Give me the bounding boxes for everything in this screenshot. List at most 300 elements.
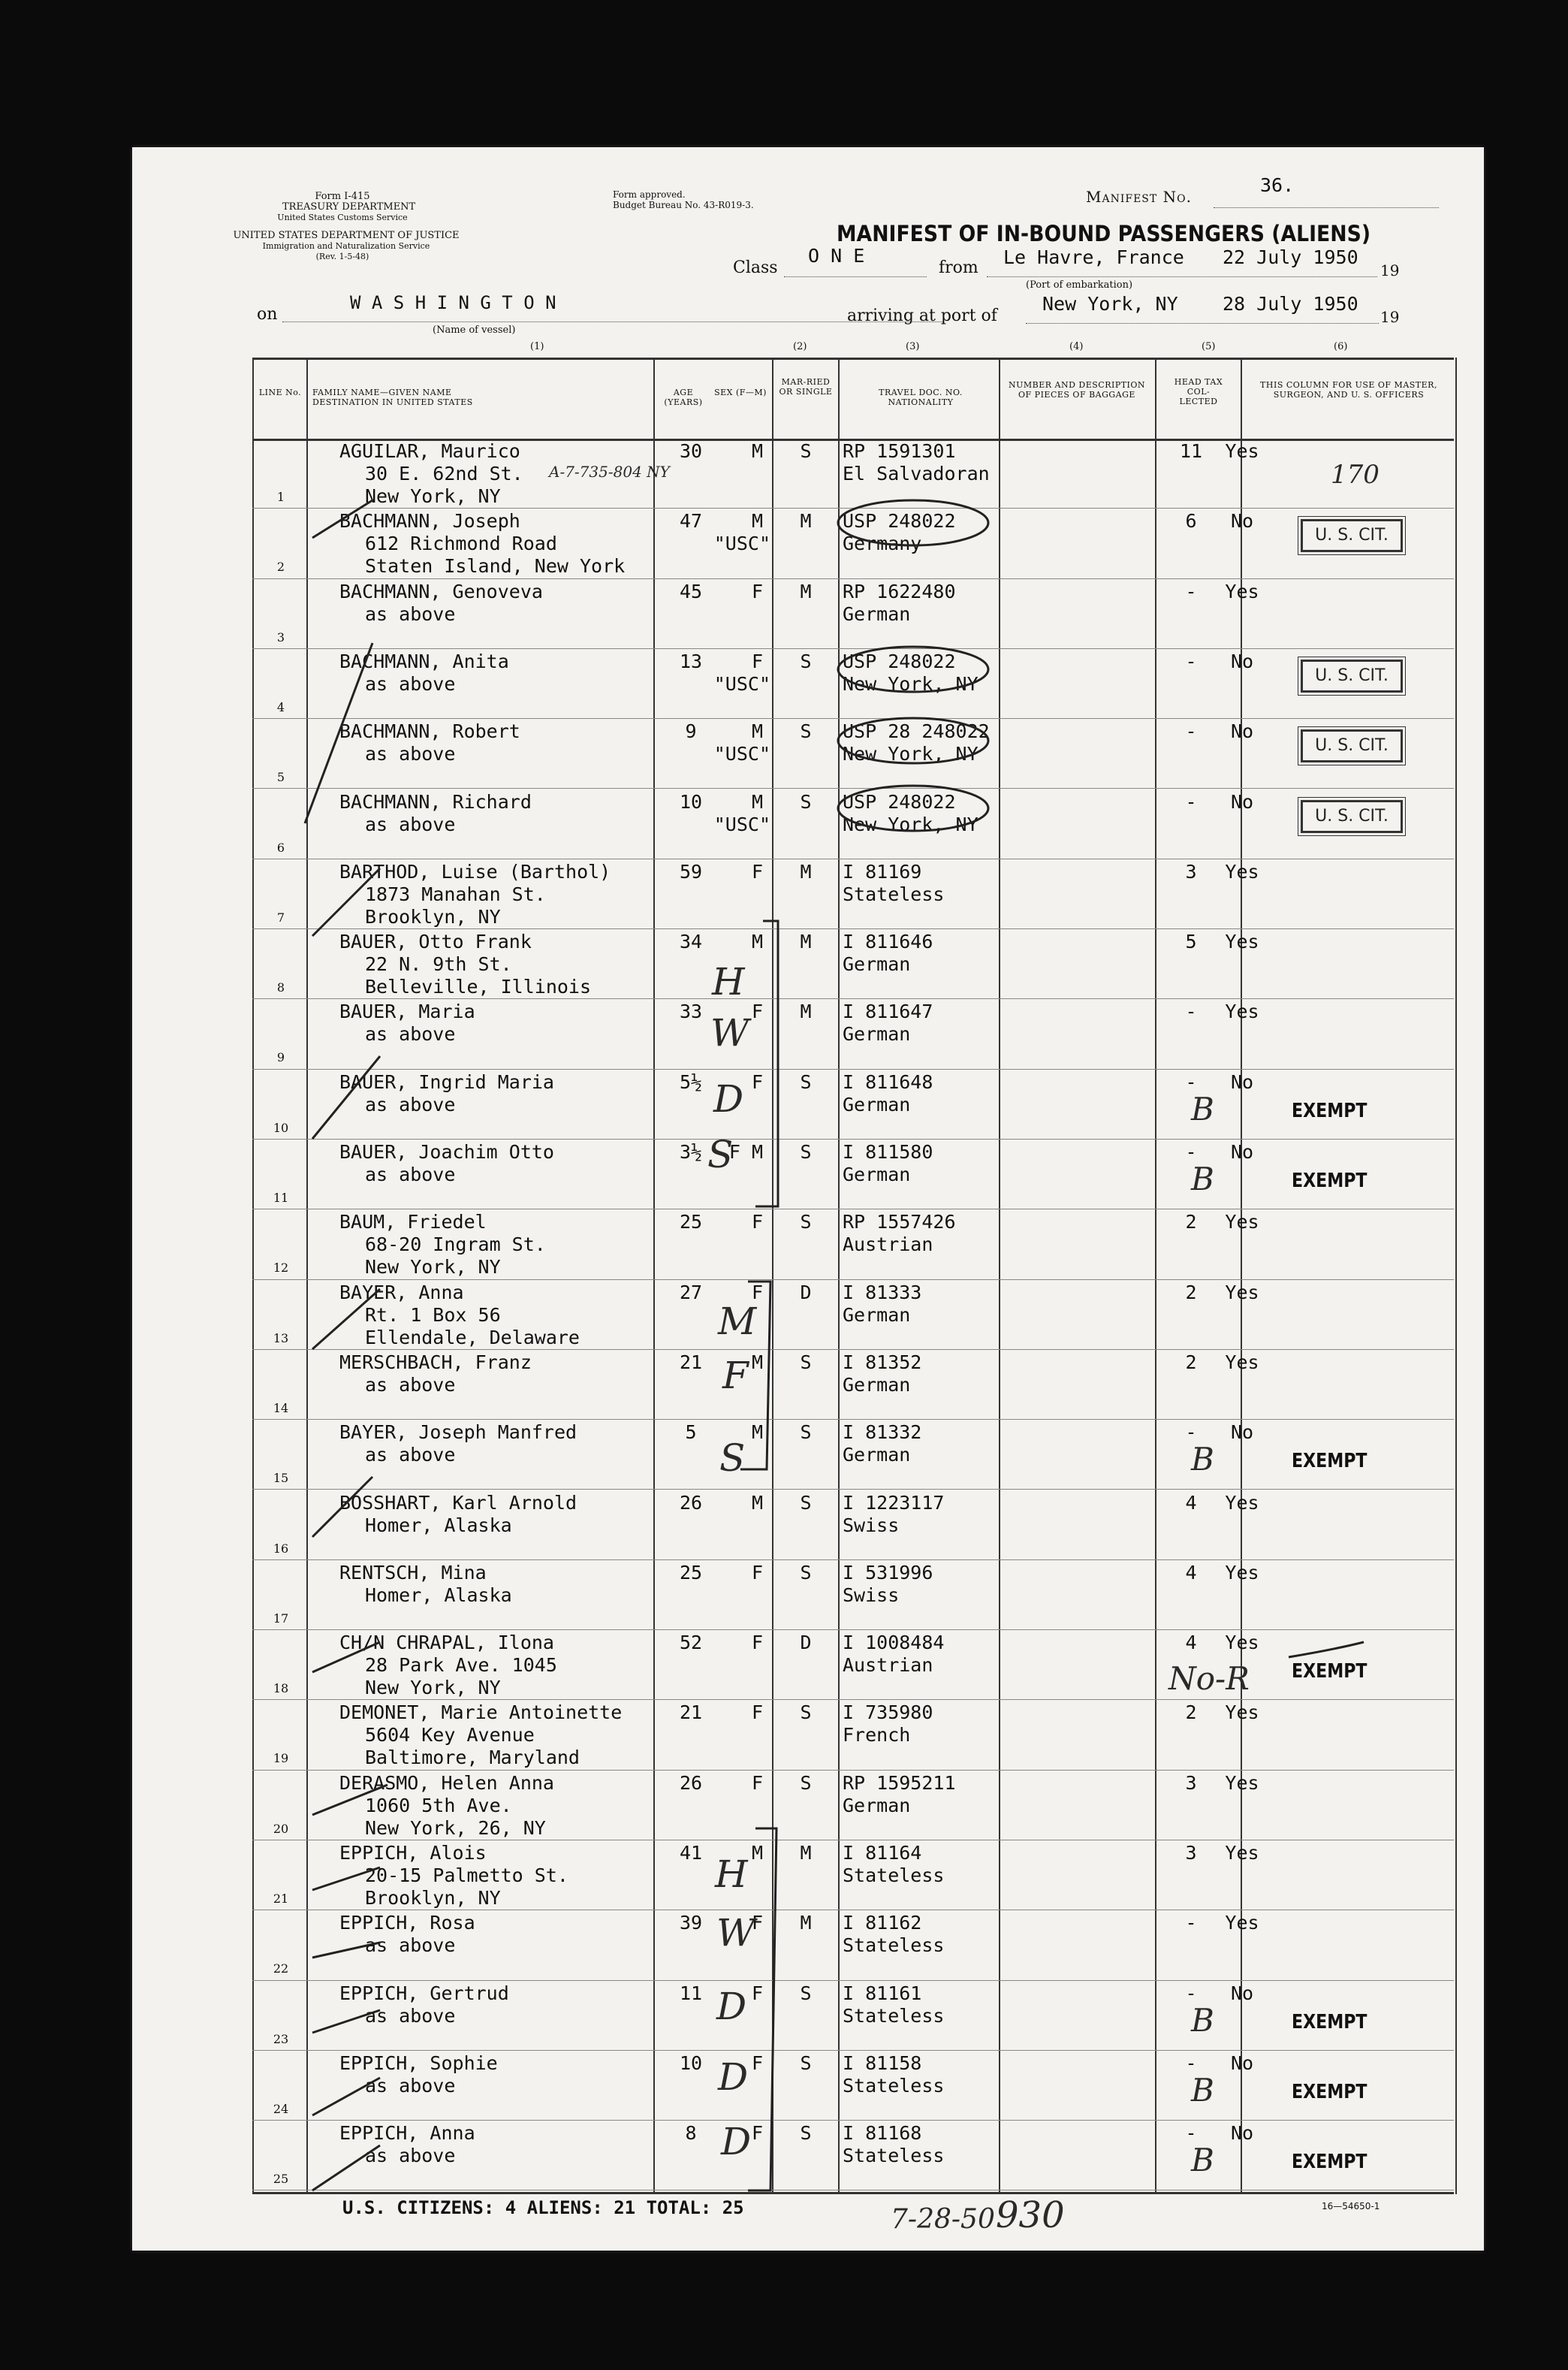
nationality: German <box>843 602 911 625</box>
address-line-2: Ellendale, Delaware <box>365 1326 580 1348</box>
col-number: (6) <box>1334 341 1348 352</box>
line-number: 12 <box>273 1260 289 1276</box>
travel-doc: I 81169 <box>843 860 922 883</box>
passenger-name: BAUER, Otto Frank <box>339 931 532 953</box>
line-number: 20 <box>273 1821 289 1836</box>
age: 11 <box>679 1982 703 2004</box>
sex: M <box>751 790 763 813</box>
line-number: 3 <box>276 629 285 645</box>
head-tax: Yes <box>1225 1001 1259 1023</box>
address-line-1: as above <box>365 602 456 625</box>
header-line: LINE No. <box>258 388 302 397</box>
year-suffix: 19 <box>1380 261 1400 279</box>
age: 39 <box>679 1912 703 1934</box>
travel-doc: I 81168 <box>843 2122 922 2145</box>
passenger-name: BAYER, Anna <box>339 1281 464 1303</box>
sex: F <box>751 1701 763 1724</box>
passenger-name: BACHMANN, Joseph <box>339 510 520 533</box>
travel-doc: I 1223117 <box>843 1491 945 1514</box>
travel-doc: I 811647 <box>843 1001 933 1023</box>
age: 3½ <box>679 1141 703 1163</box>
passenger-name: BARTHOD, Luise (Barthol) <box>339 860 611 883</box>
passenger-name: BOSSHART, Karl Arnold <box>339 1491 577 1514</box>
marital-status: S <box>800 2122 812 2145</box>
head-tax: Yes <box>1225 1281 1259 1303</box>
address-line-1: 28 Park Ave. 1045 <box>365 1654 557 1677</box>
sex: M <box>751 1842 763 1864</box>
baggage-count: 3 <box>1185 1842 1197 1864</box>
circled-doc <box>838 647 988 692</box>
sex: M <box>751 931 763 953</box>
address-line-1: as above <box>365 2145 456 2167</box>
officer-remark: B <box>1191 2071 1214 2109</box>
age: 8 <box>685 2122 697 2145</box>
age: 25 <box>679 1211 703 1233</box>
marital-status: M <box>800 510 812 533</box>
address-line-2: Staten Island, New York <box>365 555 626 578</box>
line-number: 16 <box>273 1541 289 1556</box>
class-value: O N E <box>808 245 865 267</box>
marital-status: D <box>800 1632 812 1654</box>
line-number: 18 <box>273 1681 289 1696</box>
family-relation-mark: D <box>721 2120 752 2163</box>
baggage-count: 3 <box>1185 860 1197 883</box>
header-head-tax: HEAD TAX COL-LECTED <box>1174 377 1223 406</box>
nationality: Austrian <box>843 1233 933 1256</box>
nationality: Germany <box>843 533 922 555</box>
travel-doc: I 81164 <box>843 1842 922 1864</box>
header-age: AGE (YEARS) <box>664 388 703 407</box>
header-travel-doc: TRAVEL DOC. NO. NATIONALITY <box>879 388 963 407</box>
age: 34 <box>679 931 703 953</box>
line-number: 14 <box>273 1400 289 1415</box>
nationality: Stateless <box>843 1864 945 1886</box>
nationality: Stateless <box>843 2145 945 2167</box>
baggage-count: - <box>1185 650 1197 672</box>
marital-status: S <box>800 650 812 672</box>
circled-doc <box>838 718 988 763</box>
nationality: Austrian <box>843 1654 933 1677</box>
sex: F <box>751 580 763 602</box>
address-line-1: as above <box>365 672 456 695</box>
age: 30 <box>679 440 703 462</box>
baggage-count: 2 <box>1185 1701 1197 1724</box>
family-relation-mark: S <box>719 1436 746 1480</box>
head-tax: No <box>1230 2122 1254 2145</box>
travel-doc: RP 1591301 <box>843 440 956 462</box>
nationality: Stateless <box>843 2004 945 2027</box>
nationality: German <box>843 1023 911 1046</box>
travel-doc: I 81162 <box>843 1912 922 1934</box>
family-relation-mark: D <box>713 1077 744 1121</box>
sex: M <box>751 440 763 462</box>
citizen-mark: "USC" <box>713 672 770 695</box>
exempt-stamp: EXEMPT <box>1292 1099 1367 1122</box>
travel-doc: I 735980 <box>843 1701 933 1724</box>
address-line-2: Baltimore, Maryland <box>365 1747 580 1769</box>
family-relation-mark: M <box>718 1300 757 1343</box>
marital-status: S <box>800 1351 812 1373</box>
head-tax: Yes <box>1225 860 1259 883</box>
passenger-name: BAYER, Joseph Manfred <box>339 1421 577 1444</box>
travel-doc: I 531996 <box>843 1561 933 1584</box>
handwritten-date: 7-28-50 <box>891 2204 995 2235</box>
exempt-stamp: EXEMPT <box>1292 2080 1367 2103</box>
age: 5½ <box>679 1070 703 1093</box>
baggage-count: 4 <box>1185 1491 1197 1514</box>
family-relation-mark: D <box>718 2055 749 2099</box>
travel-doc: USP 28 248022 <box>843 720 990 743</box>
passenger-name: DEMONET, Marie Antoinette <box>339 1701 623 1724</box>
age: 59 <box>679 860 703 883</box>
marital-status: S <box>800 440 812 462</box>
exempt-stamp: EXEMPT <box>1292 1660 1367 1683</box>
line-number: 11 <box>273 1191 289 1205</box>
address-line-2: New York, NY <box>365 1677 501 1699</box>
circled-doc <box>838 500 988 545</box>
head-tax: No <box>1230 1141 1254 1163</box>
baggage-count: - <box>1185 1141 1197 1163</box>
baggage-count: 5 <box>1185 931 1197 953</box>
address-line-1: as above <box>365 1444 456 1466</box>
marital-status: M <box>800 860 812 883</box>
sex: M <box>751 510 763 533</box>
on-label: on <box>257 305 278 324</box>
address-line-1: as above <box>365 1164 456 1185</box>
baggage-count: - <box>1185 580 1197 602</box>
baggage-count: - <box>1185 2051 1197 2074</box>
address-line-1: as above <box>365 743 456 765</box>
nationality: German <box>843 1794 911 1816</box>
baggage-count: - <box>1185 1070 1197 1093</box>
line-number: 17 <box>273 1611 289 1626</box>
nationality: Swiss <box>843 1584 900 1606</box>
line-number: 13 <box>273 1330 289 1345</box>
budget-bureau: Budget Bureau No. 43-R019-3. <box>613 200 754 210</box>
line-number: 7 <box>276 910 285 925</box>
address-line-1: as above <box>365 1023 456 1046</box>
dept-ins: Immigration and Naturalization Service <box>262 241 430 251</box>
address-line-1: 5604 Key Avenue <box>365 1724 535 1747</box>
address-line-1: 1060 5th Ave. <box>365 1794 512 1816</box>
passenger-name: EPPICH, Gertrud <box>339 1982 509 2004</box>
line-number: 9 <box>276 1050 285 1065</box>
address-line-2: New York, NY <box>365 1256 501 1279</box>
age: 52 <box>679 1632 703 1654</box>
marital-status: S <box>800 1561 812 1584</box>
head-tax: No <box>1230 510 1254 533</box>
passenger-name: BACHMANN, Genoveva <box>339 580 543 602</box>
marital-status: S <box>800 1491 812 1514</box>
baggage-count: 4 <box>1185 1561 1197 1584</box>
marital-status: S <box>800 1982 812 2004</box>
line-number: 2 <box>276 560 285 575</box>
baggage-count: - <box>1185 1421 1197 1444</box>
head-tax: No <box>1230 2051 1254 2074</box>
marital-status: S <box>800 1771 812 1794</box>
header-sex: SEX (F—M) <box>714 388 767 397</box>
officer-remark: B <box>1191 1441 1214 1478</box>
us-citizen-stamp: U. S. CIT. <box>1301 729 1403 762</box>
travel-doc: I 81332 <box>843 1421 922 1444</box>
baggage-count: 2 <box>1185 1281 1197 1303</box>
nationality: German <box>843 953 911 976</box>
baggage-count: 3 <box>1185 1771 1197 1794</box>
family-relation-mark: D <box>716 1985 747 2028</box>
travel-doc: I 1008484 <box>843 1632 945 1654</box>
nationality: New York, NY <box>843 672 978 695</box>
header-name: FAMILY NAME—GIVEN NAME DESTINATION IN UNITED STATES <box>312 388 473 407</box>
line-number: 1 <box>276 490 285 504</box>
age: 10 <box>679 2051 703 2074</box>
marital-status: S <box>800 720 812 743</box>
port-embark-caption: (Port of embarkation) <box>1026 279 1133 291</box>
baggage-count: - <box>1185 2122 1197 2145</box>
exempt-stamp: EXEMPT <box>1292 2151 1367 2174</box>
travel-doc: USP 248022 <box>843 790 956 813</box>
passenger-name: BACHMANN, Richard <box>339 790 532 813</box>
age: 41 <box>679 1842 703 1864</box>
citizen-mark: "USC" <box>713 813 770 835</box>
age: 9 <box>685 720 697 743</box>
age: 21 <box>679 1701 703 1724</box>
baggage-count: - <box>1185 1982 1197 2004</box>
address-line-1: Homer, Alaska <box>365 1514 512 1536</box>
address-line-1: Homer, Alaska <box>365 1584 512 1606</box>
nationality: German <box>843 1373 911 1396</box>
baggage-count: 11 <box>1179 440 1203 462</box>
col-number: (3) <box>906 341 920 352</box>
travel-doc: USP 248022 <box>843 650 956 672</box>
travel-doc: RP 1557426 <box>843 1211 956 1233</box>
sex: M <box>751 720 763 743</box>
family-relation-mark: H <box>712 960 745 1004</box>
nationality: El Salvadoran <box>843 463 990 485</box>
head-tax: Yes <box>1225 1701 1259 1724</box>
header-baggage: NUMBER AND DESCRIPTION OF PIECES OF BAGGAGE <box>1008 380 1146 400</box>
marital-status: S <box>800 1141 812 1163</box>
head-tax: Yes <box>1225 931 1259 953</box>
head-tax: No <box>1230 650 1254 672</box>
totals-line: U.S. CITIZENS: 4 ALIENS: 21 TOTAL: 25 <box>342 2197 744 2218</box>
manifest-title: MANIFEST OF IN-BOUND PASSENGERS (ALIENS) <box>837 221 1371 246</box>
baggage-count: 6 <box>1185 510 1197 533</box>
age: 33 <box>679 1001 703 1023</box>
exempt-stamp: EXEMPT <box>1292 2010 1367 2033</box>
travel-doc: I 811580 <box>843 1141 933 1163</box>
passenger-name: BAUM, Friedel <box>339 1211 487 1233</box>
embarkation-date: 22 July 1950 <box>1223 246 1358 268</box>
head-tax: Yes <box>1225 440 1259 462</box>
address-line-1: 20-15 Palmetto St. <box>365 1864 568 1886</box>
travel-doc: RP 1595211 <box>843 1771 956 1794</box>
line-number: 24 <box>273 2101 289 2116</box>
travel-doc: I 811648 <box>843 1070 933 1093</box>
marital-status: M <box>800 1842 812 1864</box>
family-relation-mark: W <box>716 1911 755 1955</box>
passenger-name: CH/N CHRAPAL, Ilona <box>339 1632 554 1654</box>
header-married: MAR-RIED OR SINGLE <box>779 377 833 397</box>
col-number: (1) <box>530 341 544 352</box>
handwritten-note: A-7-735-804 NY <box>549 463 670 481</box>
sex: F <box>751 2122 763 2145</box>
col-number: (2) <box>793 341 807 352</box>
nationality: Stateless <box>843 1934 945 1957</box>
year-suffix-2: 19 <box>1380 308 1400 326</box>
line-number: 21 <box>273 1891 289 1906</box>
address-line-2: Brooklyn, NY <box>365 905 501 928</box>
head-tax: Yes <box>1225 1632 1259 1654</box>
passenger-name: BAUER, Joachim Otto <box>339 1141 554 1163</box>
nationality: New York, NY <box>843 743 978 765</box>
line-number: 19 <box>273 1751 289 1766</box>
passenger-name: EPPICH, Sophie <box>339 2051 498 2074</box>
head-tax: Yes <box>1225 1211 1259 1233</box>
bracket-mark <box>748 1828 776 2190</box>
marital-status: S <box>800 1211 812 1233</box>
address-line-1: as above <box>365 1093 456 1116</box>
arrival-port: New York, NY <box>1042 293 1178 315</box>
head-tax: Yes <box>1225 1491 1259 1514</box>
travel-doc: I 81333 <box>843 1281 922 1303</box>
line-number: 23 <box>273 2031 289 2046</box>
bracket-mark <box>740 1282 770 1469</box>
officer-remark: No-R <box>1168 1660 1250 1698</box>
address-line-1: 1873 Manahan St. <box>365 883 546 905</box>
dept-customs: United States Customs Service <box>277 213 408 222</box>
baggage-count: 2 <box>1185 1211 1197 1233</box>
head-tax: Yes <box>1225 1912 1259 1934</box>
address-line-2: New York, 26, NY <box>365 1816 546 1839</box>
officer-remark: 170 <box>1331 460 1380 490</box>
travel-doc: I 81161 <box>843 1982 922 2004</box>
revision-date: (Rev. 1-5-48) <box>315 252 369 261</box>
class-label: Class <box>733 258 778 277</box>
nationality: German <box>843 1093 911 1116</box>
passenger-name: BAUER, Ingrid Maria <box>339 1070 554 1093</box>
exempt-stamp: EXEMPT <box>1292 1450 1367 1473</box>
nationality: Stateless <box>843 883 945 905</box>
line-number: 25 <box>273 2172 289 2187</box>
dept-justice: UNITED STATES DEPARTMENT OF JUSTICE <box>233 230 460 241</box>
address-line-1: 22 N. 9th St. <box>365 953 512 976</box>
nationality: French <box>843 1724 911 1747</box>
citizen-mark: "USC" <box>713 743 770 765</box>
handwriting-overlay <box>132 147 1484 2251</box>
passenger-name: RENTSCH, Mina <box>339 1561 487 1584</box>
line-number: 10 <box>273 1120 289 1135</box>
head-tax: Yes <box>1225 1351 1259 1373</box>
citizen-mark: "USC" <box>713 533 770 555</box>
from-label: from <box>939 258 978 277</box>
officer-remark: B <box>1191 2001 1214 2039</box>
line-number: 5 <box>276 770 285 785</box>
sex: F <box>751 1281 763 1303</box>
embarkation-port: Le Havre, France <box>1003 246 1184 268</box>
address-line-1: Rt. 1 Box 56 <box>365 1303 501 1326</box>
travel-doc: I 81158 <box>843 2051 922 2074</box>
sex: F <box>751 860 763 883</box>
head-tax: Yes <box>1225 1561 1259 1584</box>
passenger-name: EPPICH, Alois <box>339 1842 487 1864</box>
manifest-label: Manifest No. <box>1086 188 1192 206</box>
dept-treasury: TREASURY DEPARTMENT <box>282 201 416 213</box>
sex: M <box>751 1491 763 1514</box>
sex: F <box>751 1771 763 1794</box>
baggage-count: 2 <box>1185 1351 1197 1373</box>
nationality: New York, NY <box>843 813 978 835</box>
head-tax: No <box>1230 1421 1254 1444</box>
head-tax: Yes <box>1225 580 1259 602</box>
age: 45 <box>679 580 703 602</box>
address-line-2: Brooklyn, NY <box>365 1887 501 1909</box>
arriving-label: arriving at port of <box>847 306 997 325</box>
passenger-name: MERSCHBACH, Franz <box>339 1351 532 1373</box>
family-relation-mark: F <box>722 1354 749 1397</box>
address-line-2: New York, NY <box>365 485 501 507</box>
sex: F <box>751 1982 763 2004</box>
marital-status: S <box>800 1070 812 1093</box>
passenger-name: BACHMANN, Robert <box>339 720 520 743</box>
marital-status: S <box>800 1701 812 1724</box>
age: 5 <box>685 1421 697 1444</box>
passenger-name: AGUILAR, Maurico <box>339 440 520 462</box>
address-line-1: as above <box>365 2074 456 2097</box>
nationality: Stateless <box>843 2074 945 2097</box>
address-line-1: 68-20 Ingram St. <box>365 1233 546 1256</box>
baggage-count: - <box>1185 1001 1197 1023</box>
circled-doc <box>838 786 988 831</box>
address-line-1: as above <box>365 813 456 835</box>
address-line-1: as above <box>365 2004 456 2027</box>
form-approved: Form approved. <box>613 189 686 200</box>
col-number: (4) <box>1069 341 1084 352</box>
address-line-1: 30 E. 62nd St. <box>365 463 523 485</box>
form-number: Form I-415 <box>315 191 370 202</box>
head-tax: No <box>1230 1982 1254 2004</box>
exempt-stamp: EXEMPT <box>1292 1170 1367 1192</box>
line-number: 6 <box>276 840 285 855</box>
sex: F <box>751 1632 763 1654</box>
marital-status: M <box>800 1912 812 1934</box>
sex: F <box>751 1211 763 1233</box>
passenger-name: EPPICH, Rosa <box>339 1912 475 1934</box>
us-citizen-stamp: U. S. CIT. <box>1301 660 1403 693</box>
address-line-1: as above <box>365 1934 456 1957</box>
line-number: 4 <box>276 699 285 714</box>
age: 47 <box>679 510 703 533</box>
sex: F <box>751 650 763 672</box>
sex: F <box>751 2051 763 2074</box>
sex: F <box>751 1912 763 1934</box>
head-tax: No <box>1230 1070 1254 1093</box>
age: 21 <box>679 1351 703 1373</box>
nationality: Swiss <box>843 1514 900 1536</box>
us-citizen-stamp: U. S. CIT. <box>1301 519 1403 552</box>
officer-remark: B <box>1191 1090 1214 1128</box>
nationality: German <box>843 1444 911 1466</box>
marital-status: S <box>800 2051 812 2074</box>
age: 26 <box>679 1771 703 1794</box>
family-relation-mark: H <box>715 1852 748 1896</box>
baggage-count: - <box>1185 720 1197 743</box>
head-tax: No <box>1230 790 1254 813</box>
sex: F <box>751 1001 763 1023</box>
travel-doc: I 811646 <box>843 931 933 953</box>
bracket-mark <box>755 921 778 1206</box>
marital-status: M <box>800 1001 812 1023</box>
family-relation-mark: S <box>707 1133 734 1176</box>
